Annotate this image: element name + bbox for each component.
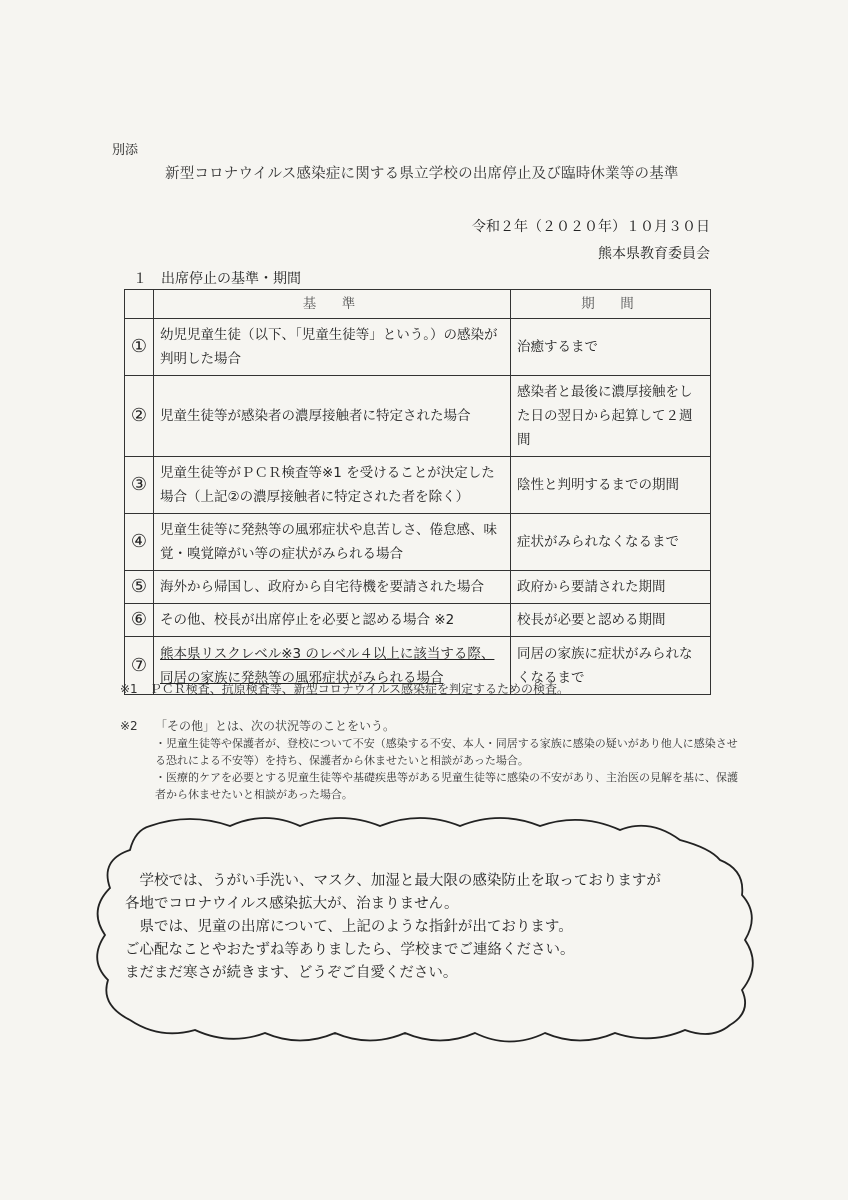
message-line: 学校では、うがい手洗い、マスク、加湿と最大限の感染防止を取っておりますが — [125, 873, 661, 889]
row-criteria: 児童生徒等がＰＣＲ検査等※1 を受けることが決定した場合（上記②の濃厚接触者に特定された者を除く） — [154, 457, 511, 514]
row-criteria: 海外から帰国し、政府から自宅待機を要請された場合 — [154, 571, 511, 604]
issue-date: 令和２年（２０２０年）１０月３０日 — [472, 219, 710, 235]
row-period: 政府から要請された期間 — [511, 571, 711, 604]
row-period: 陰性と判明するまでの期間 — [511, 457, 711, 514]
annex-label: 別添 — [112, 143, 139, 158]
row-period: 校長が必要と認める期間 — [511, 604, 711, 637]
message-box — [125, 870, 661, 985]
message-line: まだまだ寒さが続きます、どうぞご自愛ください。 — [125, 965, 458, 981]
row-criteria: 幼児児童生徒（以下、「児童生徒等」という。）の感染が判明した場合 — [154, 319, 511, 376]
message-line: 県では、児童の出席について、上記のような指針が出ております。 — [125, 919, 573, 935]
row-period: 治癒するまで — [511, 319, 711, 376]
document-title: 新型コロナウイルス感染症に関する県立学校の出席停止及び臨時休業等の基準 — [165, 166, 679, 182]
footnote-2-bullet-2: ・医療的ケアを必要とする児童生徒等や基礎疾患等がある児童生徒等に感染の不安があり、主治医の見解を基に、保護者から休ませたいと相談があった場合。 — [155, 771, 738, 801]
row-period: 同居の家族に症状がみられなくなるまで — [511, 637, 711, 695]
section-heading: １ 出席停止の基準・期間 — [133, 271, 301, 287]
message-line: ご心配なことやおたずね等ありましたら、学校までご連絡ください。 — [125, 942, 575, 958]
row-period: 症状がみられなくなるまで — [511, 514, 711, 571]
row-number: ⑤ — [125, 571, 154, 604]
row-period: 感染者と最後に濃厚接触をした日の翌日から起算して２週間 — [511, 376, 711, 457]
footnote-1: ※1 ＰＣＲ検査、抗原検査等、新型コロナウイルス感染症を判定するための検査。 — [120, 682, 569, 696]
footnote-2-bullet-1: ・児童生徒等や保護者が、登校について不安（感染する不安、本人・同居する家族に感染の疑いがあり他人に感染させる恐れによる不安等）を持ち、保護者から休ませたいと相談があった場合。 — [155, 737, 738, 767]
row-number: ⑦ — [125, 637, 154, 695]
row-criteria: その他、校長が出席停止を必要と認める場合 ※2 — [154, 604, 511, 637]
row-number: ② — [125, 376, 154, 457]
header-period: 期 間 — [511, 290, 711, 319]
issuer: 熊本県教育委員会 — [598, 246, 710, 262]
footnote-2-label: ※2 — [120, 719, 138, 733]
row-criteria: 熊本県リスクレベル※3 のレベル４以上に該当する際、同居の家族に発熱等の風邪症状がみられる場合 — [154, 637, 511, 695]
row-criteria: 児童生徒等に発熱等の風邪症状や息苦しさ、倦怠感、味覚・嗅覚障がい等の症状がみられる場合 — [154, 514, 511, 571]
row-number: ③ — [125, 457, 154, 514]
row-number: ⑥ — [125, 604, 154, 637]
message-line: 各地でコロナウイルス感染拡大が、治まりません。 — [125, 896, 459, 912]
row-criteria: 児童生徒等が感染者の濃厚接触者に特定された場合 — [154, 376, 511, 457]
row-number: ① — [125, 319, 154, 376]
footnote-2-text: 「その他」とは、次の状況等のことをいう。 — [155, 719, 396, 733]
header-criteria: 基 準 — [154, 290, 511, 319]
row-number: ④ — [125, 514, 154, 571]
